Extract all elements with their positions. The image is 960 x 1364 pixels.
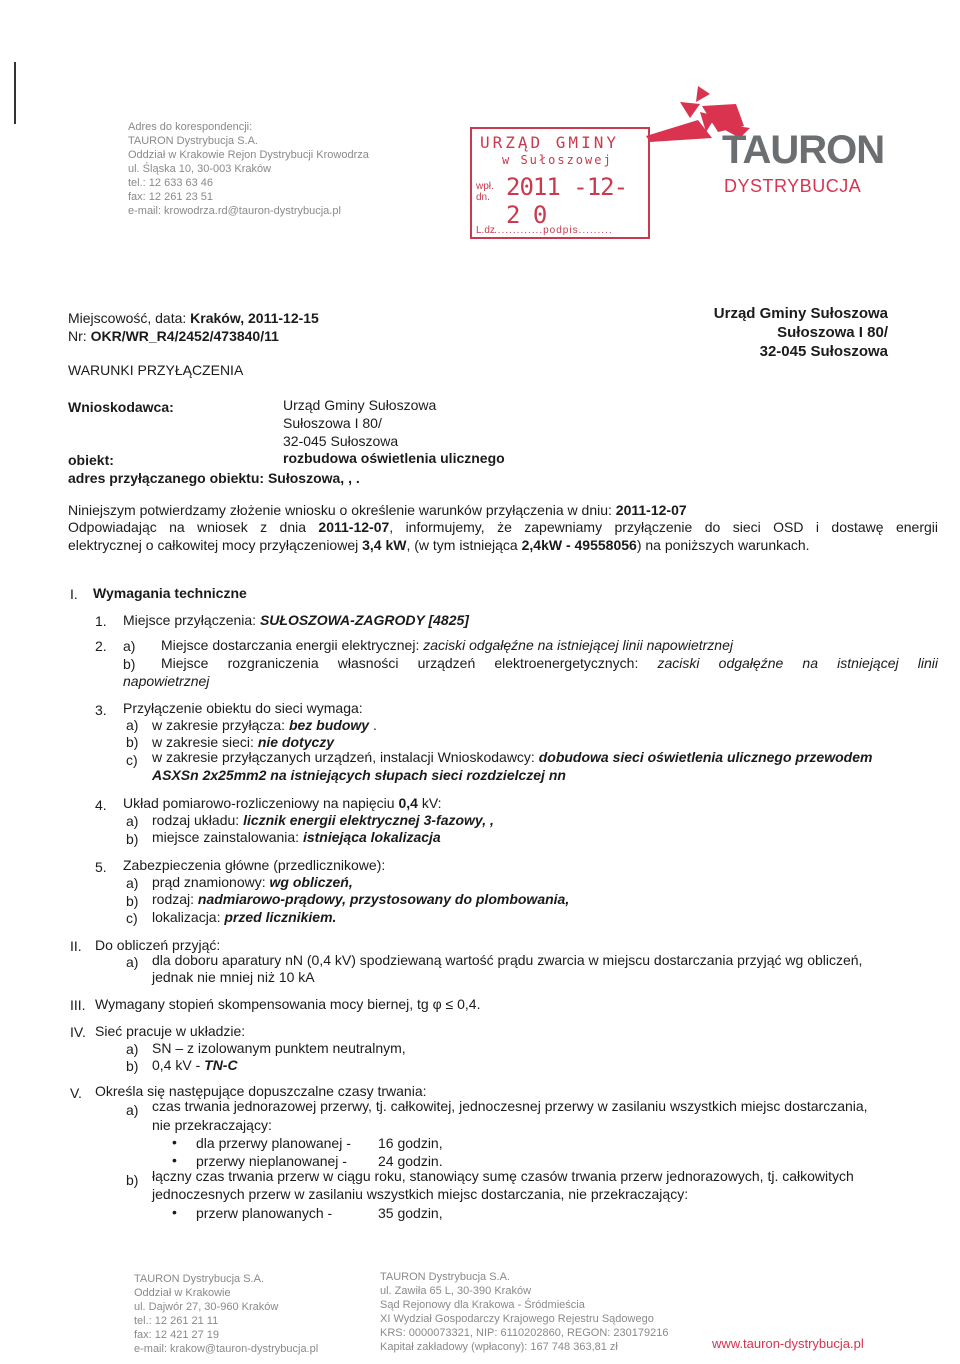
applicant-line: 32-045 Sułoszowa bbox=[283, 433, 399, 449]
intro-line: Odpowiadając na wniosek z dnia 2011-12-07, informujemy, że zapewniamy przyłączenie do sieci OSD i dostawę energii bbox=[68, 519, 938, 535]
meter-location: miejsce zainstalowania: istniejąca lokalizacja bbox=[152, 829, 441, 845]
section-number: I. bbox=[70, 586, 78, 602]
addressee-line: 32-045 Sułoszowa bbox=[759, 343, 888, 360]
list-marker: b) bbox=[126, 1172, 139, 1188]
section-number: V. bbox=[70, 1085, 82, 1101]
correspondence-line: ul. Śląska 10, 30-003 Kraków bbox=[128, 163, 272, 175]
section-title: Sieć pracuje w układzie: bbox=[95, 1023, 246, 1039]
correspondence-line: TAURON Dystrybucja S.A. bbox=[128, 135, 258, 147]
footer-line: tel.: 12 261 21 11 bbox=[134, 1315, 219, 1327]
list-marker: a) bbox=[126, 1102, 139, 1118]
annual-outage-text: łączny czas trwania przerw w ciągu roku, stanowiący sumę czasów trwania przerw jednorazowych, tj. całkowitych bbox=[152, 1168, 854, 1184]
list-marker: a) bbox=[126, 954, 139, 970]
single-outage-text: czas trwania jednorazowej przerwy, tj. całkowitej, jednoczesnej przerwy w zasilaniu wszystkich miejsc dostarczania, bbox=[152, 1098, 868, 1114]
list-marker: c) bbox=[126, 752, 138, 768]
delivery-point: Miejsce dostarczania energii elektrycznej: zaciski odgałęźne na istniejącej linii napowietrznej bbox=[161, 637, 733, 653]
stamp-received-label: wpł. dn. bbox=[476, 181, 494, 203]
website-link[interactable]: www.tauron-dystrybucja.pl bbox=[712, 1336, 864, 1351]
list-marker: a) bbox=[126, 1041, 139, 1057]
stamp-ldz: L.dz bbox=[476, 225, 495, 236]
footer-line: Kapitał zakładowy (wpłacony): 167 748 363,81 zł bbox=[380, 1341, 618, 1353]
single-outage-text-cont: nie przekraczający: bbox=[152, 1117, 272, 1133]
correspondence-header: Adres do korespondencji: bbox=[128, 121, 253, 133]
applicant-line: Sułoszowa I 80/ bbox=[283, 415, 382, 431]
planned-outage-label: dla przerwy planowanej - bbox=[196, 1135, 351, 1151]
list-marker: b) bbox=[126, 893, 139, 909]
list-marker: a) bbox=[126, 875, 139, 891]
short-circuit-text: dla doboru aparatury nN (0,4 kV) spodziewaną wartość prądu zwarcia w miejscu dostarczania przyjąć wg obliczeń, bbox=[152, 952, 863, 968]
bullet-dot: • bbox=[172, 1204, 177, 1220]
network-mode-sn: SN – z izolowanym punktem neutralnym, bbox=[152, 1040, 406, 1056]
list-marker: b) bbox=[126, 831, 139, 847]
network-scope: w zakresie sieci: nie dotyczy bbox=[152, 734, 335, 750]
object-value: rozbudowa oświetlenia ulicznego bbox=[283, 450, 505, 466]
section-title: Określa się następujące dopuszczalne czasy trwania: bbox=[95, 1083, 427, 1099]
section-title: Do obliczeń przyjąć: bbox=[95, 937, 221, 953]
section-number: III. bbox=[70, 997, 86, 1013]
bullet-dot: • bbox=[172, 1152, 177, 1168]
footer-line: TAURON Dystrybucja S.A. bbox=[134, 1273, 264, 1285]
section-number: II. bbox=[70, 938, 82, 954]
footer-line: ul. Dajwór 27, 30-960 Kraków bbox=[134, 1301, 279, 1313]
planned-annual-value: 35 godzin, bbox=[378, 1205, 443, 1221]
section-title: Wymagania techniczne bbox=[93, 585, 247, 601]
list-marker: c) bbox=[126, 910, 138, 926]
ownership-boundary-cont: napowietrznej bbox=[123, 673, 210, 689]
correspondence-line: fax: 12 261 23 51 bbox=[128, 191, 214, 203]
correspondence-line: e-mail: krowodrza.rd@tauron-dystrybucja.pl bbox=[128, 205, 341, 217]
applicant-label: Wnioskodawca: bbox=[68, 399, 174, 415]
footer-branch-address bbox=[134, 1272, 364, 1356]
item-number: 4. bbox=[95, 797, 107, 813]
stamp-location: w Sułoszowej bbox=[502, 153, 613, 167]
meter-type: rodzaj układu: licznik energii elektrycznej 3-fazowy, , bbox=[152, 812, 494, 828]
correspondence-line: Oddział w Krakowie Rejon Dystrybucji Krowodrza bbox=[128, 149, 369, 161]
section-number: IV. bbox=[70, 1024, 86, 1040]
item-title: Przyłączenie obiektu do sieci wymaga: bbox=[123, 700, 363, 716]
place-date: Miejscowość, data: Kraków, 2011-12-15 bbox=[68, 310, 319, 326]
bullet-dot: • bbox=[172, 1134, 177, 1150]
footer-line: XI Wydział Gospodarczy Krajowego Rejestru Sądowego bbox=[380, 1313, 654, 1325]
stamp-signature-line: .............podpis......... bbox=[494, 225, 613, 236]
ownership-boundary: Miejsce rozgraniczenia własności urządzeń elektroenergetycznych: zaciski odgałęźne na istniejącej linii bbox=[161, 655, 938, 671]
footer-line: Sąd Rejonowy dla Krakowa - Śródmieścia bbox=[380, 1299, 585, 1311]
footer-line: KRS: 0000073321, NIP: 6110202860, REGON: 230179216 bbox=[380, 1327, 669, 1339]
correspondence-line: tel.: 12 633 63 46 bbox=[128, 177, 214, 189]
footer-line: e-mail: krakow@tauron-dystrybucja.pl bbox=[134, 1343, 319, 1355]
intro-line: elektrycznej o całkowitej mocy przyłączeniowej 3,4 kW, (w tym istniejąca 2,4kW - 49558056) na poniższych warunkach. bbox=[68, 537, 810, 553]
intro-line: Niniejszym potwierdzamy złożenie wniosku o określenie warunków przyłączenia w dniu: 2011-12-07 bbox=[68, 502, 687, 518]
list-marker: b) bbox=[123, 656, 136, 672]
protection-location: lokalizacja: przed licznikiem. bbox=[152, 909, 337, 925]
reference-number: Nr: OKR/WR_R4/2452/473840/11 bbox=[68, 328, 279, 344]
list-marker: b) bbox=[126, 1058, 139, 1074]
footer-company-registration bbox=[380, 1270, 700, 1354]
list-marker: b) bbox=[126, 734, 139, 750]
item-number: 2. bbox=[95, 638, 107, 654]
annual-outage-text-cont: jednoczesnych przerw w zasilaniu wszystkich miejsc dostarczania, nie przekraczający: bbox=[152, 1186, 689, 1202]
footer-line: Oddział w Krakowie bbox=[134, 1287, 231, 1299]
stamp-date: 2011 -12- 2 0 bbox=[506, 173, 628, 229]
section-title: Wymagany stopień skompensowania mocy biernej, tg φ ≤ 0,4. bbox=[95, 996, 481, 1012]
correspondence-address bbox=[128, 120, 428, 218]
connection-point: Miejsce przyłączenia: SUŁOSZOWA-ZAGRODY [4825] bbox=[123, 612, 469, 628]
unplanned-outage-value: 24 godzin. bbox=[378, 1153, 443, 1169]
rated-current: prąd znamionowy: wg obliczeń, bbox=[152, 874, 353, 890]
list-marker: a) bbox=[126, 717, 139, 733]
item-title: Zabezpieczenia główne (przedlicznikowe): bbox=[123, 857, 386, 873]
object-label: obiekt: bbox=[68, 452, 114, 468]
installation-scope-cont: ASXSn 2x25mm2 na istniejących słupach sieci rozdzielczej nn bbox=[152, 767, 566, 783]
document-title: WARUNKI PRZYŁĄCZENIA bbox=[68, 362, 244, 378]
short-circuit-text-cont: jednak nie mniej niż 10 kA bbox=[152, 969, 315, 985]
stamp-office: URZĄD GMINY bbox=[480, 133, 619, 152]
connection-scope: w zakresie przyłącza: bez budowy . bbox=[152, 717, 377, 733]
logo-name: TAURON bbox=[722, 128, 885, 172]
footer-line: ul. Zawiła 65 L, 30-390 Kraków bbox=[380, 1285, 532, 1297]
protection-type: rodzaj: nadmiarowo-prądowy, przystosowany do plombowania, bbox=[152, 891, 570, 907]
planned-outage-value: 16 godzin, bbox=[378, 1135, 443, 1151]
addressee-line: Sułoszowa I 80/ bbox=[777, 324, 888, 341]
margin-mark bbox=[14, 62, 16, 124]
object-address: adres przyłączanego obiektu: Sułoszowa, , . bbox=[68, 470, 360, 486]
received-stamp bbox=[470, 127, 650, 239]
network-mode-lv: 0,4 kV - TN-C bbox=[152, 1057, 238, 1073]
item-number: 1. bbox=[95, 613, 107, 629]
installation-scope: w zakresie przyłączanych urządzeń, instalacji Wnioskodawcy: dobudowa sieci oświetlenia ulicznego przewodem bbox=[152, 749, 873, 765]
planned-annual-label: przerw planowanych - bbox=[196, 1205, 333, 1221]
logo-subtitle: DYSTRYBUCJA bbox=[724, 176, 862, 196]
applicant-line: Urząd Gminy Sułoszowa bbox=[283, 397, 437, 413]
addressee-line: Urząd Gminy Sułoszowa bbox=[713, 305, 888, 322]
footer-line: fax: 12 421 27 19 bbox=[134, 1329, 220, 1341]
item-number: 3. bbox=[95, 702, 107, 718]
tauron-logo bbox=[640, 82, 885, 202]
item-number: 5. bbox=[95, 859, 107, 875]
item-title: Układ pomiarowo-rozliczeniowy na napięciu 0,4 kV: bbox=[123, 795, 442, 811]
unplanned-outage-label: przerwy nieplanowanej - bbox=[196, 1153, 347, 1169]
list-marker: a) bbox=[126, 813, 139, 829]
footer-line: TAURON Dystrybucja S.A. bbox=[380, 1271, 510, 1283]
list-marker: a) bbox=[123, 638, 136, 654]
